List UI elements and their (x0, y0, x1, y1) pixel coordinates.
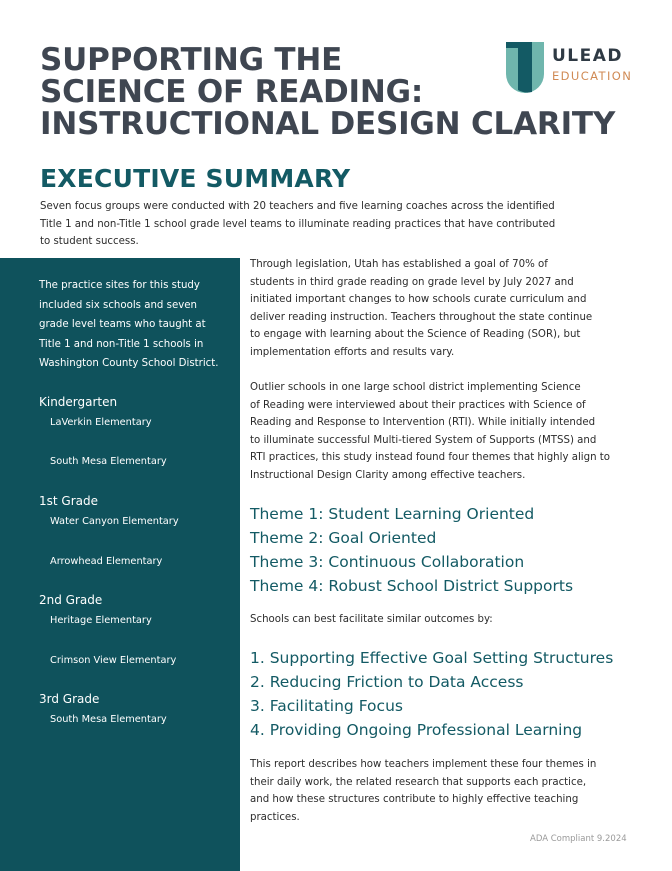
school-item: Heritage Elementary (50, 615, 152, 626)
paragraph-line: RTI practices, this study instead found four themes that highly align to (250, 452, 611, 463)
practice-sites-sidebar (0, 258, 240, 871)
grade-heading-kindergarten: Kindergarten (39, 395, 118, 409)
school-item: Crimson View Elementary (50, 655, 177, 666)
ulead-logo (504, 40, 644, 98)
intro-line: to student success. (40, 236, 139, 247)
grade-heading-2nd: 2nd Grade (39, 593, 103, 607)
paragraph-line: Outlier schools in one large school district implementing Science (250, 382, 581, 393)
school-item: Water Canyon Elementary (50, 516, 179, 527)
school-item: Arrowhead Elementary (50, 556, 163, 567)
legislation-paragraph (250, 256, 622, 361)
outlier-schools-paragraph (250, 379, 622, 484)
sidebar-intro-line: grade level teams who taught at (39, 319, 206, 330)
theme-item: Theme 3: Continuous Collaboration (250, 553, 525, 571)
paragraph-line: Through legislation, Utah has established a goal of 70% of (250, 259, 548, 270)
school-item: South Mesa Elementary (50, 714, 167, 725)
grade-heading-3rd: 3rd Grade (39, 692, 100, 706)
action-item: 3. Facilitating Focus (250, 697, 403, 715)
sidebar-intro-line: included six schools and seven (39, 299, 197, 311)
paragraph-line: their daily work, the related research that supports each practice, (250, 776, 587, 788)
paragraph-line: Reading and Response to Intervention (RTI). While initially intended (250, 417, 596, 428)
grade-heading-1st: 1st Grade (39, 494, 98, 508)
facilitate-text: Schools can best facilitate similar outcomes by: (250, 614, 493, 625)
sidebar-intro-line: Washington County School District. (39, 358, 219, 369)
logo-name: ULEAD (552, 46, 624, 66)
paragraph-line: to illuminate successful Multi-tiered System of Supports (MTSS) and (250, 434, 597, 446)
theme-item: Theme 4: Robust School District Supports (250, 577, 574, 595)
paragraph-line: initiated important changes to how schools curate curriculum and (250, 294, 587, 305)
paragraph-line: deliver reading instruction. Teachers throughout the state continue (250, 311, 593, 323)
intro-line: Seven focus groups were conducted with 20 teachers and five learning coaches across the identified (40, 201, 555, 212)
action-item: 1. Supporting Effective Goal Setting Structures (250, 649, 614, 667)
paragraph-line: This report describes how teachers implement these four themes in (250, 759, 597, 770)
paragraph-line: Instructional Design Clarity among effective teachers. (250, 469, 526, 481)
sidebar-intro-line: Title 1 and non-Title 1 schools in (39, 338, 204, 350)
title-line-2: SCIENCE OF READING: (40, 74, 424, 110)
action-item: 4. Providing Ongoing Professional Learning (250, 721, 583, 739)
intro-line: Title 1 and non-Title 1 school grade level teams to illuminate reading practices that have contributed (40, 218, 556, 230)
closing-paragraph (250, 756, 622, 826)
title-line-3: INSTRUCTIONAL DESIGN CLARITY (40, 106, 616, 142)
ada-compliance-note: ADA Compliant 9.2024 (530, 834, 627, 844)
school-item: LaVerkin Elementary (50, 417, 152, 428)
school-item: South Mesa Elementary (50, 456, 167, 467)
theme-item: Theme 1: Student Learning Oriented (250, 505, 535, 523)
paragraph-line: practices. (250, 811, 300, 823)
paragraph-line: implementation efforts and results vary. (250, 346, 455, 358)
paragraph-line: students in third grade reading on grade level by July 2027 and (250, 276, 574, 288)
paragraph-line: to engage with learning about the Science of Reading (SOR), but (250, 329, 581, 340)
sidebar-intro (39, 276, 229, 374)
ulead-logo-icon (504, 40, 546, 96)
paragraph-line: and how these structures contribute to highly effective teaching (250, 794, 579, 805)
title-line-1: SUPPORTING THE (40, 42, 343, 78)
executive-summary-heading: EXECUTIVE SUMMARY (40, 164, 351, 193)
theme-item: Theme 2: Goal Oriented (250, 529, 437, 547)
executive-summary-intro (40, 198, 580, 251)
paragraph-line: of Reading were interviewed about their practices with Science of (250, 399, 586, 411)
action-item: 2. Reducing Friction to Data Access (250, 673, 524, 691)
sidebar-intro-line: The practice sites for this study (39, 280, 200, 291)
logo-subtitle: EDUCATION (552, 69, 633, 83)
